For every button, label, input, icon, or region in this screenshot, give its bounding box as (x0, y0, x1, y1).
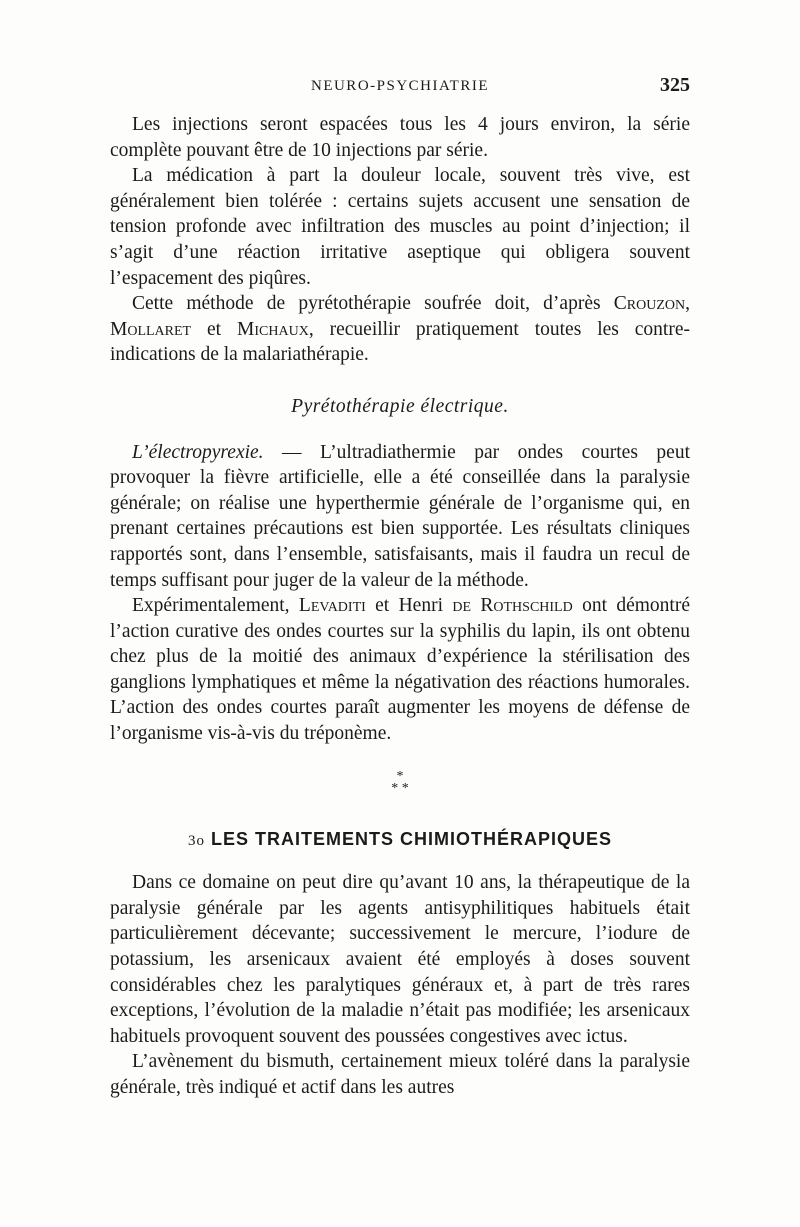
author-name: Levaditi (298, 595, 366, 617)
paragraph-experimental (110, 593, 690, 747)
paragraph-lead: L’électropyrexie. (132, 441, 264, 463)
section-number: 3o (187, 832, 205, 849)
paragraph-chemotherapy-history: Dans ce domaine on peut dire qu’avant 10 ans, la thérapeutique de la paralysie générale par les agents antisyphilitiques habituels était particulièrement décevante; successivement le mercure, l’iodure de potassium, les arsenicaux avaient été employés à doses souvent considérables chez les paralytiques généraux et, à part de très rares exceptions, l’évolution de la maladie n’était pas modifiée; les arsenicaux habituels provoquent souvent des poussées congestives avec ictus. (110, 872, 690, 1047)
page-number: 325 (660, 74, 690, 96)
paragraph-text: Expérimentalement, (132, 595, 299, 617)
asterism (110, 768, 690, 796)
asterism-top: * (396, 768, 404, 784)
asterism-bottom: * * (391, 780, 409, 796)
paragraph-text: Cette méthode de pyrétothérapie soufrée doit, d’après (132, 293, 614, 315)
section-heading (110, 827, 690, 855)
body-text (110, 112, 690, 1101)
paragraph-tolerance: La médication à part la douleur locale, souvent très vive, est généralement bien tolérée : certains sujets accusent une sensation de tension profonde avec infiltration des muscles au point d’injection; il s’agit d’une réaction irritative aseptique qui obligera souvent l’espacement des piqûres. (110, 165, 690, 289)
paragraph-electropyrexia (110, 440, 690, 594)
paragraph-text: ont démontré l’action curative des ondes courtes sur la syphilis du lapin, ils ont obtenu chez plus de la moitié des animaux d’expérience la stérilisation des ganglions lymphatiques et même la négativation des réactions humorales. L’action des ondes courtes paraît augmenter les moyens de défense de l’organisme vis-à-vis du tréponème. (110, 595, 690, 745)
running-title: NEURO-PSYCHIATRIE (310, 78, 489, 94)
paragraph-text: et Henri (365, 595, 453, 617)
author-name: de Rothschild (452, 595, 573, 617)
paragraph-sulfur-method (110, 291, 690, 368)
running-head (110, 74, 690, 104)
subheading-electric: Pyrétothérapie électrique. (291, 395, 509, 417)
paragraph-injections: Les injections seront espacées tous les 4 jours environ, la série complète pouvant être de 10 injections par série. (110, 114, 690, 161)
paragraph-text: et (191, 318, 238, 340)
author-name: Crouzon (613, 293, 686, 315)
paragraph-text: — L’ultradiathermie par ondes courtes peut provoquer la fièvre artificielle, elle a été conseillée dans la paralysie générale; on réalise une hyperthermie générale de l’organisme qui, en prenant certaines précautions est bien supportée. Les résultats cliniques rapportés sont, dans l’ensemble, satisfaisants, mais il faudra un recul de temps suffisant pour juger de la valeur de la méthode. (110, 441, 690, 591)
paragraph-text: , recueillir pratiquement toutes les contre-indications de la malariathérapie. (110, 318, 690, 366)
paragraph-bismuth: L’avènement du bismuth, certainement mieux toléré dans la paralysie générale, très indiqué et actif dans les autres (110, 1051, 690, 1098)
paragraph-text: , (685, 293, 690, 315)
author-name: Mollaret (110, 318, 192, 340)
section-title: LES TRAITEMENTS CHIMIOTHÉRAPIQUES (210, 828, 612, 849)
author-name: Michaux (237, 318, 309, 340)
